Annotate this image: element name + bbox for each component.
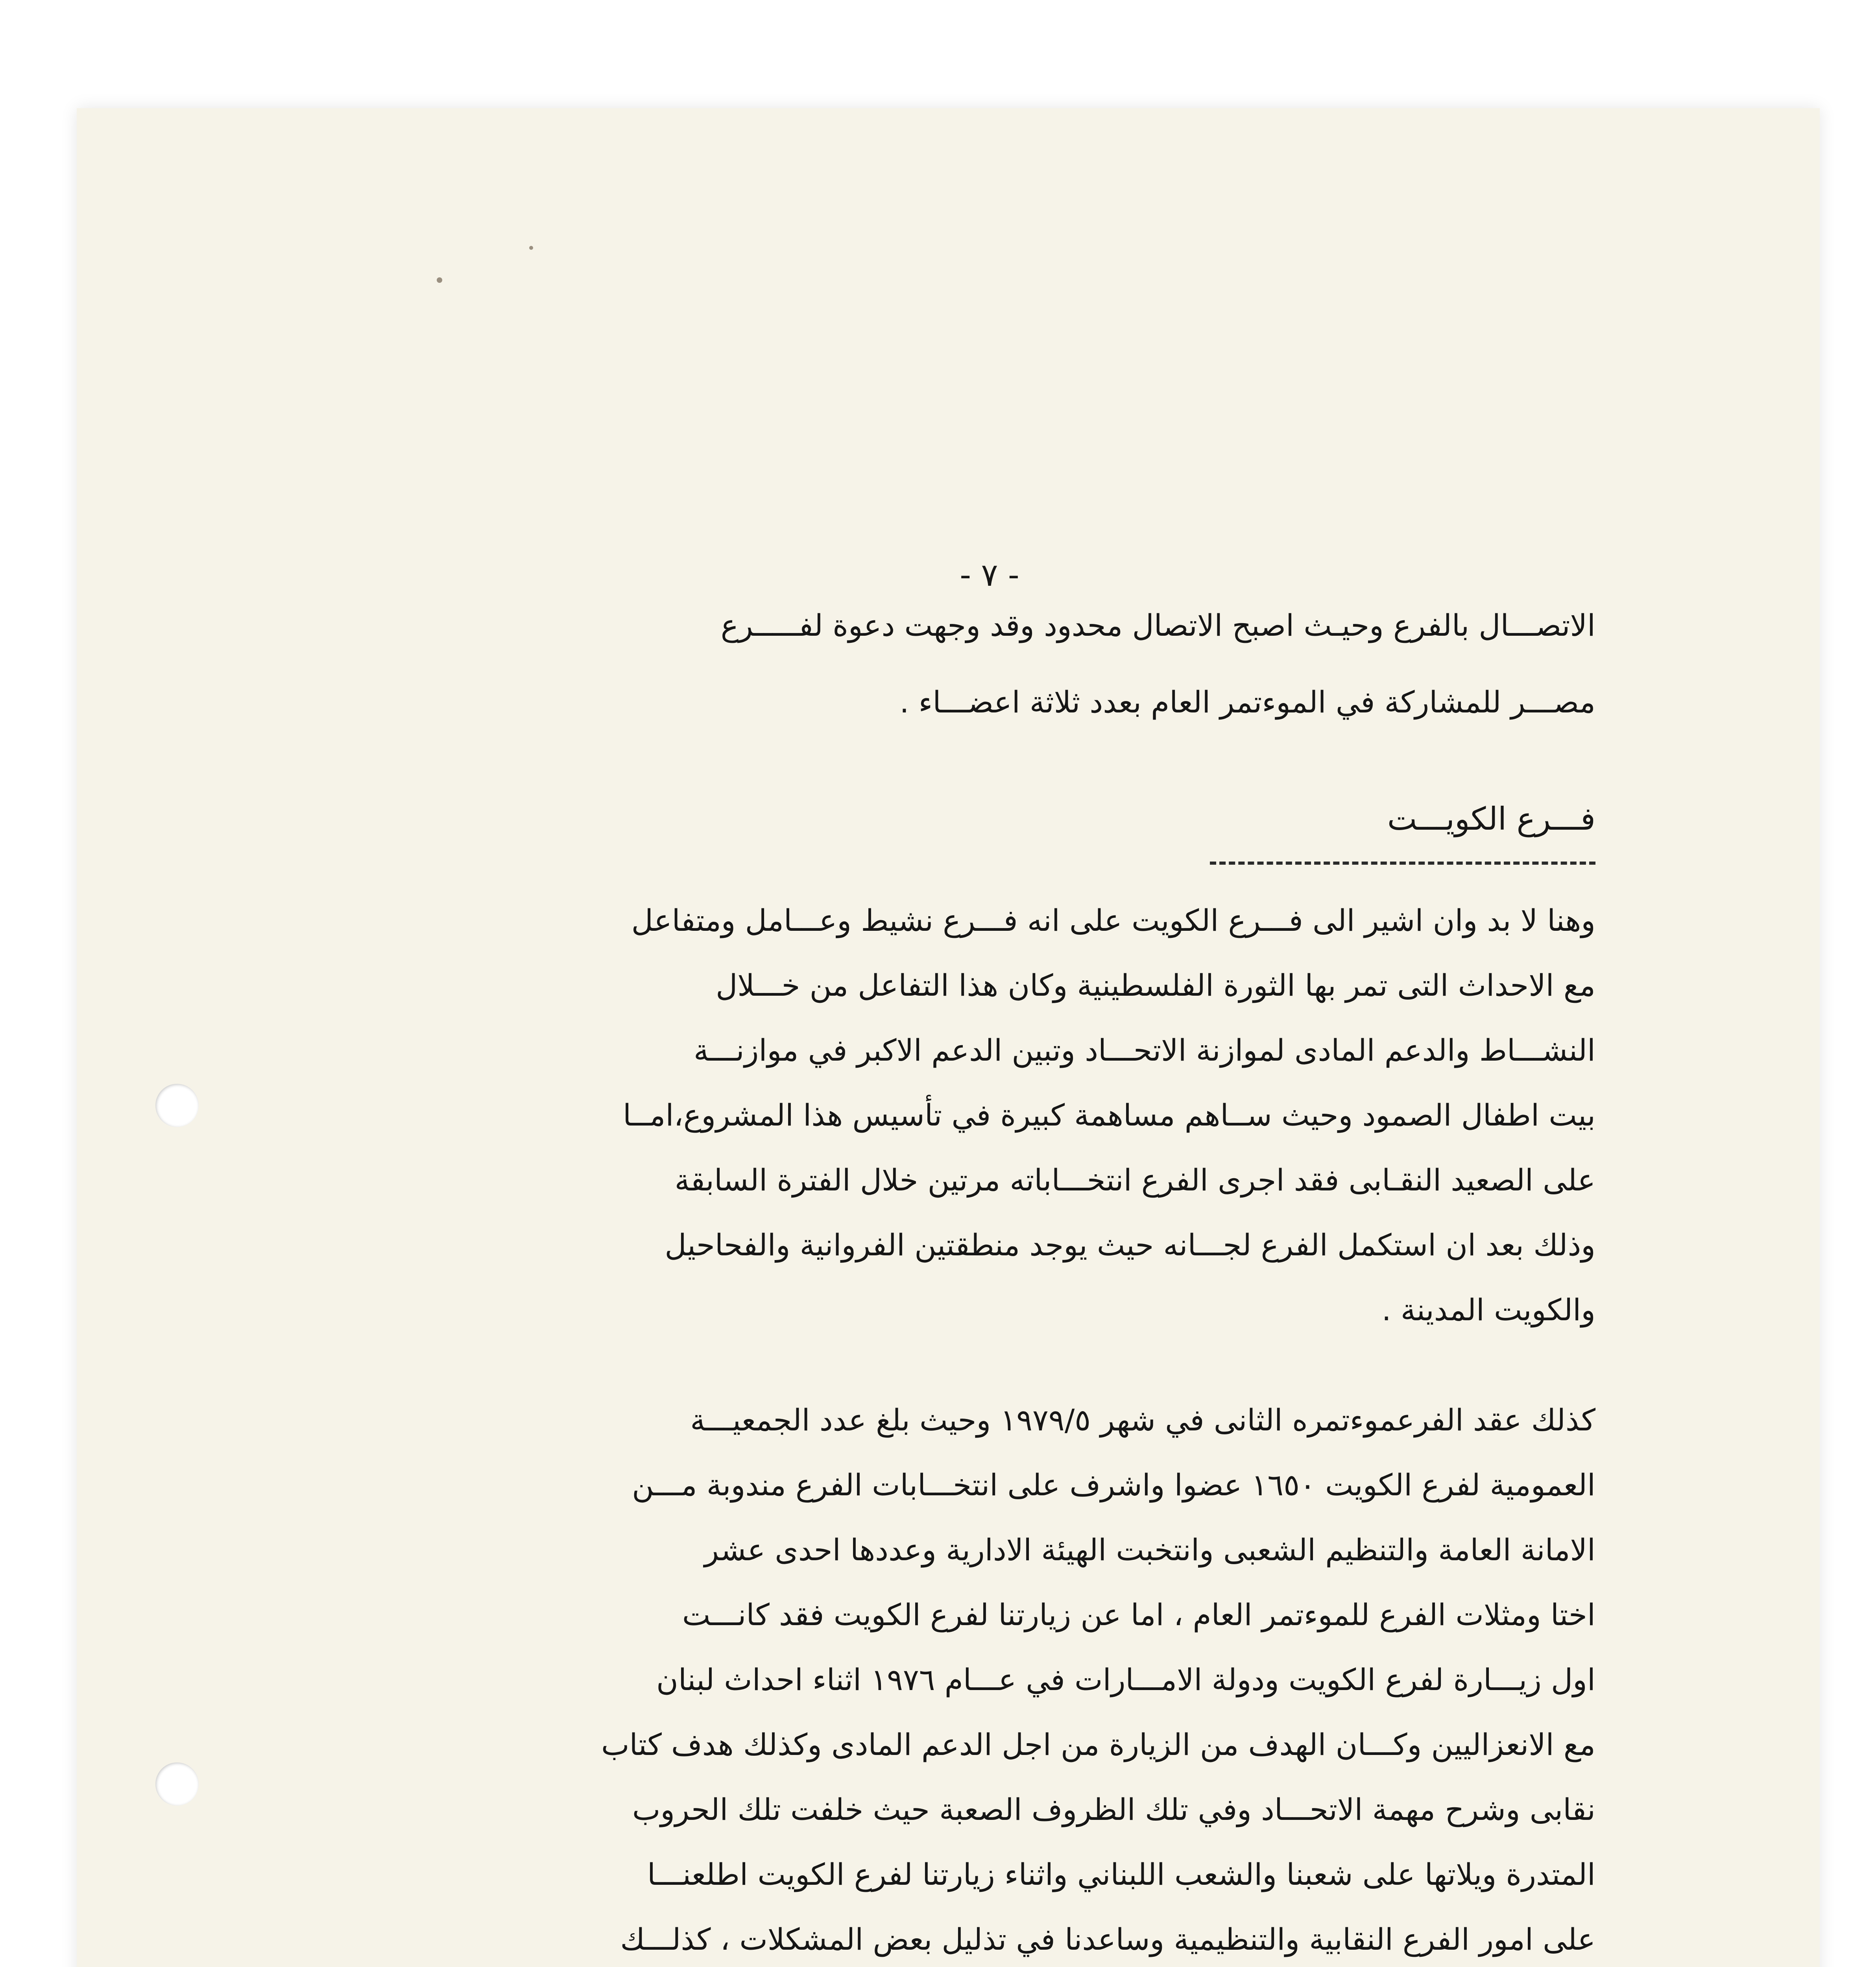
paper-speck (529, 246, 533, 250)
text-line: والكويت المدينة . (1381, 1292, 1595, 1327)
text-line: العمومية لفرع الكويت ١٦٥٠ عضوا واشرف على انتخـــابات الفرع مندوبة مـــن (632, 1467, 1595, 1502)
text-line: الامانة العامة والتنظيم الشعبى وانتخبت الهيئة الادارية وعددها احدى عشر (704, 1532, 1595, 1567)
paragraph-conference-visit (360, 1402, 1595, 1967)
text-line: اختا ومثلات الفرع للموءتمر العام ، اما عن زيارتنا لفرع الكويت فقد كانـــت (682, 1597, 1595, 1632)
page-number: - ٧ - (960, 557, 1019, 593)
text-line: اول زيـــارة لفرع الكويت ودولة الامـــارات في عـــام ١٩٧٦ اثناء احداث لبنان (656, 1662, 1595, 1697)
text-line: مع الاحداث التى تمر بها الثورة الفلسطينية وكان هذا التفاعل من خـــلال (716, 968, 1595, 1003)
text-line: على امور الفرع النقابية والتنظيمية وساعدنا في تذليل بعض المشكلات ، كذلـــك (620, 1922, 1595, 1957)
punch-hole-upper (155, 1084, 199, 1127)
text-line: النشـــاط والدعم المادى لموازنة الاتحـــاد وتبين الدعم الاكبر في موازنـــة (693, 1033, 1595, 1068)
text-line: وذلك بعد ان استكمل الفرع لجـــانه حيث يوجد منطقتين الفروانية والفحاحيل (665, 1227, 1595, 1262)
text-line: وهنا لا بد وان اشير الى فـــرع الكويت على انه فـــرع نشيط وعـــامل ومتفاعل (631, 903, 1595, 938)
section-heading: فـــرع الكويـــت (1387, 801, 1595, 837)
text-block-top (360, 608, 1595, 765)
text-line: كذلك عقد الفرعموءتمره الثانى في شهر ١٩٧٩/٥ وحيث بلغ عدد الجمعيـــة (690, 1402, 1595, 1437)
text-line: المتدرة ويلاتها على شعبنا والشعب اللبناني واثناء زيارتنا لفرع الكويت اطلعنـــا (647, 1857, 1595, 1892)
text-line: مصـــر للمشاركة في الموءتمر العام بعدد ثلاثة اعضـــاء . (899, 685, 1595, 720)
paragraph-kuwait-branch (360, 903, 1595, 1414)
text-line: نقابى وشرح مهمة الاتحـــاد وفي تلك الظروف الصعبة حيث خلفت تلك الحروب (632, 1792, 1595, 1827)
text-line: الاتصـــال بالفرع وحيـث اصبح الاتصال محدود وقد وجهت دعوة لفـــــرع (720, 608, 1595, 643)
text-line: على الصعيد النقـابى فقد اجرى الفرع انتخـــاباته مرتين خلال الفترة السابقة (674, 1162, 1595, 1198)
paper-speck (437, 277, 442, 283)
punch-hole-lower (155, 1762, 199, 1806)
heading-underline (1210, 862, 1595, 865)
text-line: بيت اطفال الصمود وحيث ســاهم مساهمة كبيرة في تأسيس هذا المشروع،امــا (622, 1098, 1595, 1133)
text-line: مع الانعزاليين وكـــان الهدف من الزيارة من اجل الدعم المادى وكذلك هدف كتاب (601, 1727, 1595, 1762)
paper-sheet (77, 108, 1820, 1967)
